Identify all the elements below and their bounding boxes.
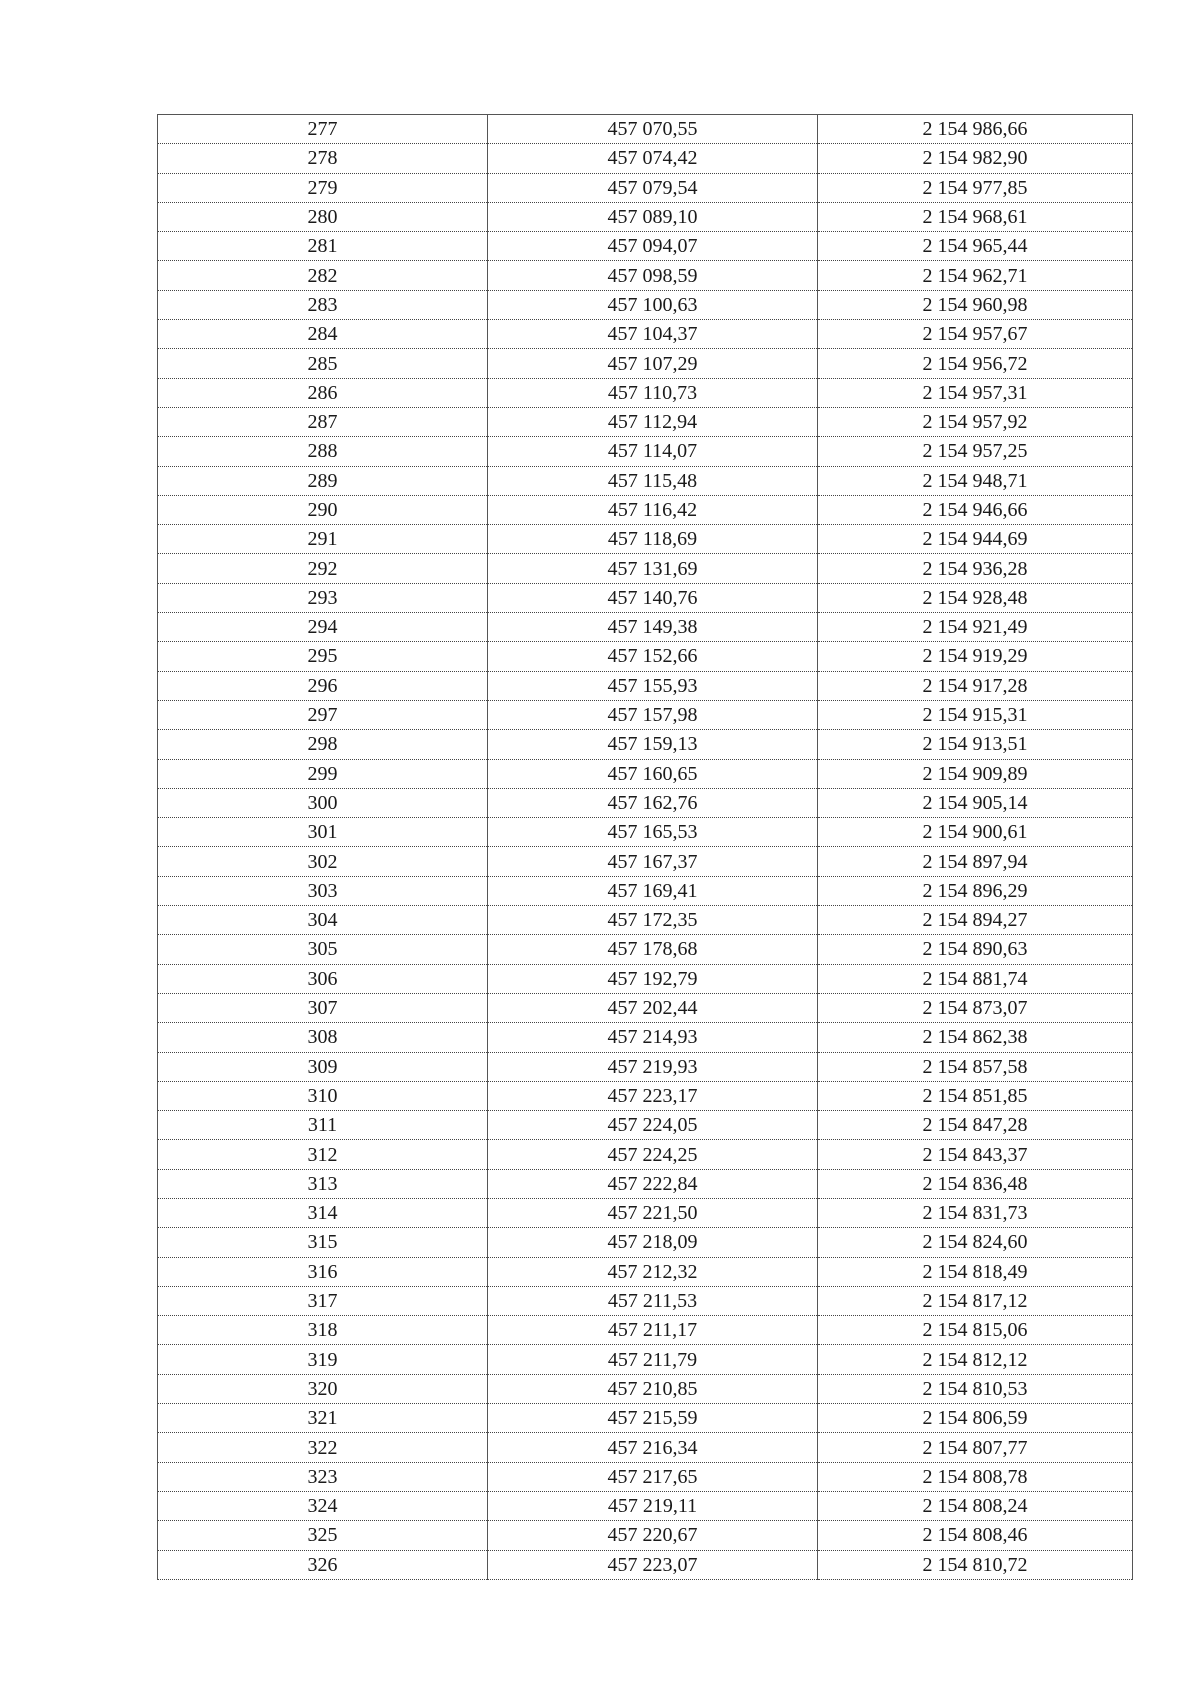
point-number-cell: 313	[158, 1169, 488, 1198]
y-coordinate-cell: 2 154 824,60	[818, 1228, 1133, 1257]
table-row	[158, 1345, 1133, 1374]
y-coordinate-cell: 2 154 946,66	[818, 495, 1133, 524]
x-coordinate-cell: 457 216,34	[488, 1433, 818, 1462]
point-number-cell: 306	[158, 964, 488, 993]
y-coordinate-cell: 2 154 948,71	[818, 466, 1133, 495]
x-coordinate-cell: 457 224,05	[488, 1111, 818, 1140]
table-row	[158, 1052, 1133, 1081]
table-row	[158, 525, 1133, 554]
point-number-cell: 326	[158, 1550, 488, 1579]
point-number-cell: 316	[158, 1257, 488, 1286]
table-row	[158, 232, 1133, 261]
x-coordinate-cell: 457 118,69	[488, 525, 818, 554]
table-row	[158, 407, 1133, 436]
y-coordinate-cell: 2 154 957,92	[818, 407, 1133, 436]
y-coordinate-cell: 2 154 986,66	[818, 115, 1133, 144]
x-coordinate-cell: 457 094,07	[488, 232, 818, 261]
y-coordinate-cell: 2 154 982,90	[818, 144, 1133, 173]
y-coordinate-cell: 2 154 818,49	[818, 1257, 1133, 1286]
table-row	[158, 642, 1133, 671]
y-coordinate-cell: 2 154 851,85	[818, 1081, 1133, 1110]
table-row	[158, 1198, 1133, 1227]
point-number-cell: 288	[158, 437, 488, 466]
point-number-cell: 283	[158, 290, 488, 319]
point-number-cell: 299	[158, 759, 488, 788]
y-coordinate-cell: 2 154 962,71	[818, 261, 1133, 290]
point-number-cell: 318	[158, 1316, 488, 1345]
x-coordinate-cell: 457 219,11	[488, 1491, 818, 1520]
table-row	[158, 935, 1133, 964]
y-coordinate-cell: 2 154 890,63	[818, 935, 1133, 964]
x-coordinate-cell: 457 167,37	[488, 847, 818, 876]
point-number-cell: 292	[158, 554, 488, 583]
table-row	[158, 378, 1133, 407]
y-coordinate-cell: 2 154 836,48	[818, 1169, 1133, 1198]
y-coordinate-cell: 2 154 896,29	[818, 876, 1133, 905]
point-number-cell: 305	[158, 935, 488, 964]
y-coordinate-cell: 2 154 965,44	[818, 232, 1133, 261]
table-row	[158, 1023, 1133, 1052]
x-coordinate-cell: 457 140,76	[488, 583, 818, 612]
x-coordinate-cell: 457 162,76	[488, 788, 818, 817]
point-number-cell: 323	[158, 1462, 488, 1491]
x-coordinate-cell: 457 214,93	[488, 1023, 818, 1052]
table-row	[158, 1316, 1133, 1345]
point-number-cell: 319	[158, 1345, 488, 1374]
x-coordinate-cell: 457 098,59	[488, 261, 818, 290]
point-number-cell: 317	[158, 1286, 488, 1315]
point-number-cell: 311	[158, 1111, 488, 1140]
table-row	[158, 1550, 1133, 1579]
table-row	[158, 906, 1133, 935]
x-coordinate-cell: 457 178,68	[488, 935, 818, 964]
x-coordinate-cell: 457 211,79	[488, 1345, 818, 1374]
table-row	[158, 583, 1133, 612]
point-number-cell: 281	[158, 232, 488, 261]
point-number-cell: 280	[158, 202, 488, 231]
x-coordinate-cell: 457 212,32	[488, 1257, 818, 1286]
x-coordinate-cell: 457 112,94	[488, 407, 818, 436]
x-coordinate-cell: 457 210,85	[488, 1374, 818, 1403]
point-number-cell: 287	[158, 407, 488, 436]
y-coordinate-cell: 2 154 900,61	[818, 818, 1133, 847]
x-coordinate-cell: 457 089,10	[488, 202, 818, 231]
y-coordinate-cell: 2 154 808,24	[818, 1491, 1133, 1520]
x-coordinate-cell: 457 192,79	[488, 964, 818, 993]
point-number-cell: 307	[158, 993, 488, 1022]
y-coordinate-cell: 2 154 831,73	[818, 1198, 1133, 1227]
table-row	[158, 1081, 1133, 1110]
table-row	[158, 1111, 1133, 1140]
y-coordinate-cell: 2 154 956,72	[818, 349, 1133, 378]
y-coordinate-cell: 2 154 857,58	[818, 1052, 1133, 1081]
table-row	[158, 788, 1133, 817]
x-coordinate-cell: 457 160,65	[488, 759, 818, 788]
x-coordinate-cell: 457 218,09	[488, 1228, 818, 1257]
x-coordinate-cell: 457 165,53	[488, 818, 818, 847]
table-row	[158, 1433, 1133, 1462]
point-number-cell: 298	[158, 730, 488, 759]
y-coordinate-cell: 2 154 909,89	[818, 759, 1133, 788]
table-row	[158, 1140, 1133, 1169]
y-coordinate-cell: 2 154 873,07	[818, 993, 1133, 1022]
point-number-cell: 294	[158, 613, 488, 642]
y-coordinate-cell: 2 154 810,53	[818, 1374, 1133, 1403]
x-coordinate-cell: 457 220,67	[488, 1521, 818, 1550]
x-coordinate-cell: 457 152,66	[488, 642, 818, 671]
table-row	[158, 349, 1133, 378]
point-number-cell: 312	[158, 1140, 488, 1169]
x-coordinate-cell: 457 215,59	[488, 1404, 818, 1433]
y-coordinate-cell: 2 154 921,49	[818, 613, 1133, 642]
x-coordinate-cell: 457 211,53	[488, 1286, 818, 1315]
point-number-cell: 278	[158, 144, 488, 173]
y-coordinate-cell: 2 154 915,31	[818, 700, 1133, 729]
point-number-cell: 296	[158, 671, 488, 700]
y-coordinate-cell: 2 154 905,14	[818, 788, 1133, 817]
point-number-cell: 285	[158, 349, 488, 378]
table-row	[158, 144, 1133, 173]
y-coordinate-cell: 2 154 919,29	[818, 642, 1133, 671]
point-number-cell: 320	[158, 1374, 488, 1403]
y-coordinate-cell: 2 154 843,37	[818, 1140, 1133, 1169]
y-coordinate-cell: 2 154 808,46	[818, 1521, 1133, 1550]
x-coordinate-cell: 457 217,65	[488, 1462, 818, 1491]
point-number-cell: 321	[158, 1404, 488, 1433]
y-coordinate-cell: 2 154 913,51	[818, 730, 1133, 759]
point-number-cell: 304	[158, 906, 488, 935]
y-coordinate-cell: 2 154 810,72	[818, 1550, 1133, 1579]
x-coordinate-cell: 457 115,48	[488, 466, 818, 495]
table-row	[158, 437, 1133, 466]
table-row	[158, 173, 1133, 202]
table-row	[158, 993, 1133, 1022]
table-row	[158, 261, 1133, 290]
y-coordinate-cell: 2 154 862,38	[818, 1023, 1133, 1052]
y-coordinate-cell: 2 154 957,25	[818, 437, 1133, 466]
y-coordinate-cell: 2 154 806,59	[818, 1404, 1133, 1433]
x-coordinate-cell: 457 104,37	[488, 320, 818, 349]
x-coordinate-cell: 457 159,13	[488, 730, 818, 759]
table-row	[158, 1169, 1133, 1198]
x-coordinate-cell: 457 219,93	[488, 1052, 818, 1081]
x-coordinate-cell: 457 223,17	[488, 1081, 818, 1110]
x-coordinate-cell: 457 202,44	[488, 993, 818, 1022]
x-coordinate-cell: 457 221,50	[488, 1198, 818, 1227]
point-number-cell: 325	[158, 1521, 488, 1550]
x-coordinate-cell: 457 116,42	[488, 495, 818, 524]
point-number-cell: 310	[158, 1081, 488, 1110]
point-number-cell: 295	[158, 642, 488, 671]
point-number-cell: 302	[158, 847, 488, 876]
y-coordinate-cell: 2 154 917,28	[818, 671, 1133, 700]
y-coordinate-cell: 2 154 968,61	[818, 202, 1133, 231]
point-number-cell: 289	[158, 466, 488, 495]
x-coordinate-cell: 457 222,84	[488, 1169, 818, 1198]
point-number-cell: 293	[158, 583, 488, 612]
y-coordinate-cell: 2 154 881,74	[818, 964, 1133, 993]
x-coordinate-cell: 457 079,54	[488, 173, 818, 202]
x-coordinate-cell: 457 100,63	[488, 290, 818, 319]
y-coordinate-cell: 2 154 897,94	[818, 847, 1133, 876]
point-number-cell: 300	[158, 788, 488, 817]
y-coordinate-cell: 2 154 815,06	[818, 1316, 1133, 1345]
x-coordinate-cell: 457 211,17	[488, 1316, 818, 1345]
point-number-cell: 286	[158, 378, 488, 407]
y-coordinate-cell: 2 154 807,77	[818, 1433, 1133, 1462]
x-coordinate-cell: 457 107,29	[488, 349, 818, 378]
point-number-cell: 277	[158, 115, 488, 144]
table-row	[158, 759, 1133, 788]
point-number-cell: 315	[158, 1228, 488, 1257]
table-row	[158, 1228, 1133, 1257]
table-row	[158, 1286, 1133, 1315]
table-row	[158, 1462, 1133, 1491]
x-coordinate-cell: 457 110,73	[488, 378, 818, 407]
coordinates-table	[157, 114, 1133, 1580]
y-coordinate-cell: 2 154 808,78	[818, 1462, 1133, 1491]
y-coordinate-cell: 2 154 894,27	[818, 906, 1133, 935]
table-row	[158, 818, 1133, 847]
x-coordinate-cell: 457 157,98	[488, 700, 818, 729]
x-coordinate-cell: 457 223,07	[488, 1550, 818, 1579]
table-row	[158, 495, 1133, 524]
table-row	[158, 115, 1133, 144]
x-coordinate-cell: 457 224,25	[488, 1140, 818, 1169]
x-coordinate-cell: 457 149,38	[488, 613, 818, 642]
y-coordinate-cell: 2 154 812,12	[818, 1345, 1133, 1374]
x-coordinate-cell: 457 169,41	[488, 876, 818, 905]
point-number-cell: 301	[158, 818, 488, 847]
table-row	[158, 671, 1133, 700]
table-row	[158, 700, 1133, 729]
point-number-cell: 324	[158, 1491, 488, 1520]
point-number-cell: 282	[158, 261, 488, 290]
table-row	[158, 730, 1133, 759]
table-row	[158, 613, 1133, 642]
table-row	[158, 1521, 1133, 1550]
y-coordinate-cell: 2 154 957,67	[818, 320, 1133, 349]
x-coordinate-cell: 457 114,07	[488, 437, 818, 466]
table-row	[158, 1374, 1133, 1403]
table-row	[158, 847, 1133, 876]
table-row	[158, 1257, 1133, 1286]
y-coordinate-cell: 2 154 847,28	[818, 1111, 1133, 1140]
point-number-cell: 303	[158, 876, 488, 905]
x-coordinate-cell: 457 155,93	[488, 671, 818, 700]
y-coordinate-cell: 2 154 957,31	[818, 378, 1133, 407]
table-row	[158, 202, 1133, 231]
x-coordinate-cell: 457 131,69	[488, 554, 818, 583]
point-number-cell: 322	[158, 1433, 488, 1462]
y-coordinate-cell: 2 154 960,98	[818, 290, 1133, 319]
point-number-cell: 314	[158, 1198, 488, 1227]
point-number-cell: 291	[158, 525, 488, 554]
y-coordinate-cell: 2 154 977,85	[818, 173, 1133, 202]
table-row	[158, 290, 1133, 319]
table-row	[158, 876, 1133, 905]
table-row	[158, 320, 1133, 349]
table-row	[158, 554, 1133, 583]
y-coordinate-cell: 2 154 817,12	[818, 1286, 1133, 1315]
point-number-cell: 308	[158, 1023, 488, 1052]
table-row	[158, 964, 1133, 993]
table-row	[158, 1491, 1133, 1520]
y-coordinate-cell: 2 154 928,48	[818, 583, 1133, 612]
coordinates-table-body	[158, 115, 1133, 1580]
y-coordinate-cell: 2 154 936,28	[818, 554, 1133, 583]
point-number-cell: 279	[158, 173, 488, 202]
table-row	[158, 466, 1133, 495]
x-coordinate-cell: 457 074,42	[488, 144, 818, 173]
point-number-cell: 309	[158, 1052, 488, 1081]
x-coordinate-cell: 457 172,35	[488, 906, 818, 935]
point-number-cell: 297	[158, 700, 488, 729]
table-row	[158, 1404, 1133, 1433]
y-coordinate-cell: 2 154 944,69	[818, 525, 1133, 554]
x-coordinate-cell: 457 070,55	[488, 115, 818, 144]
point-number-cell: 284	[158, 320, 488, 349]
point-number-cell: 290	[158, 495, 488, 524]
